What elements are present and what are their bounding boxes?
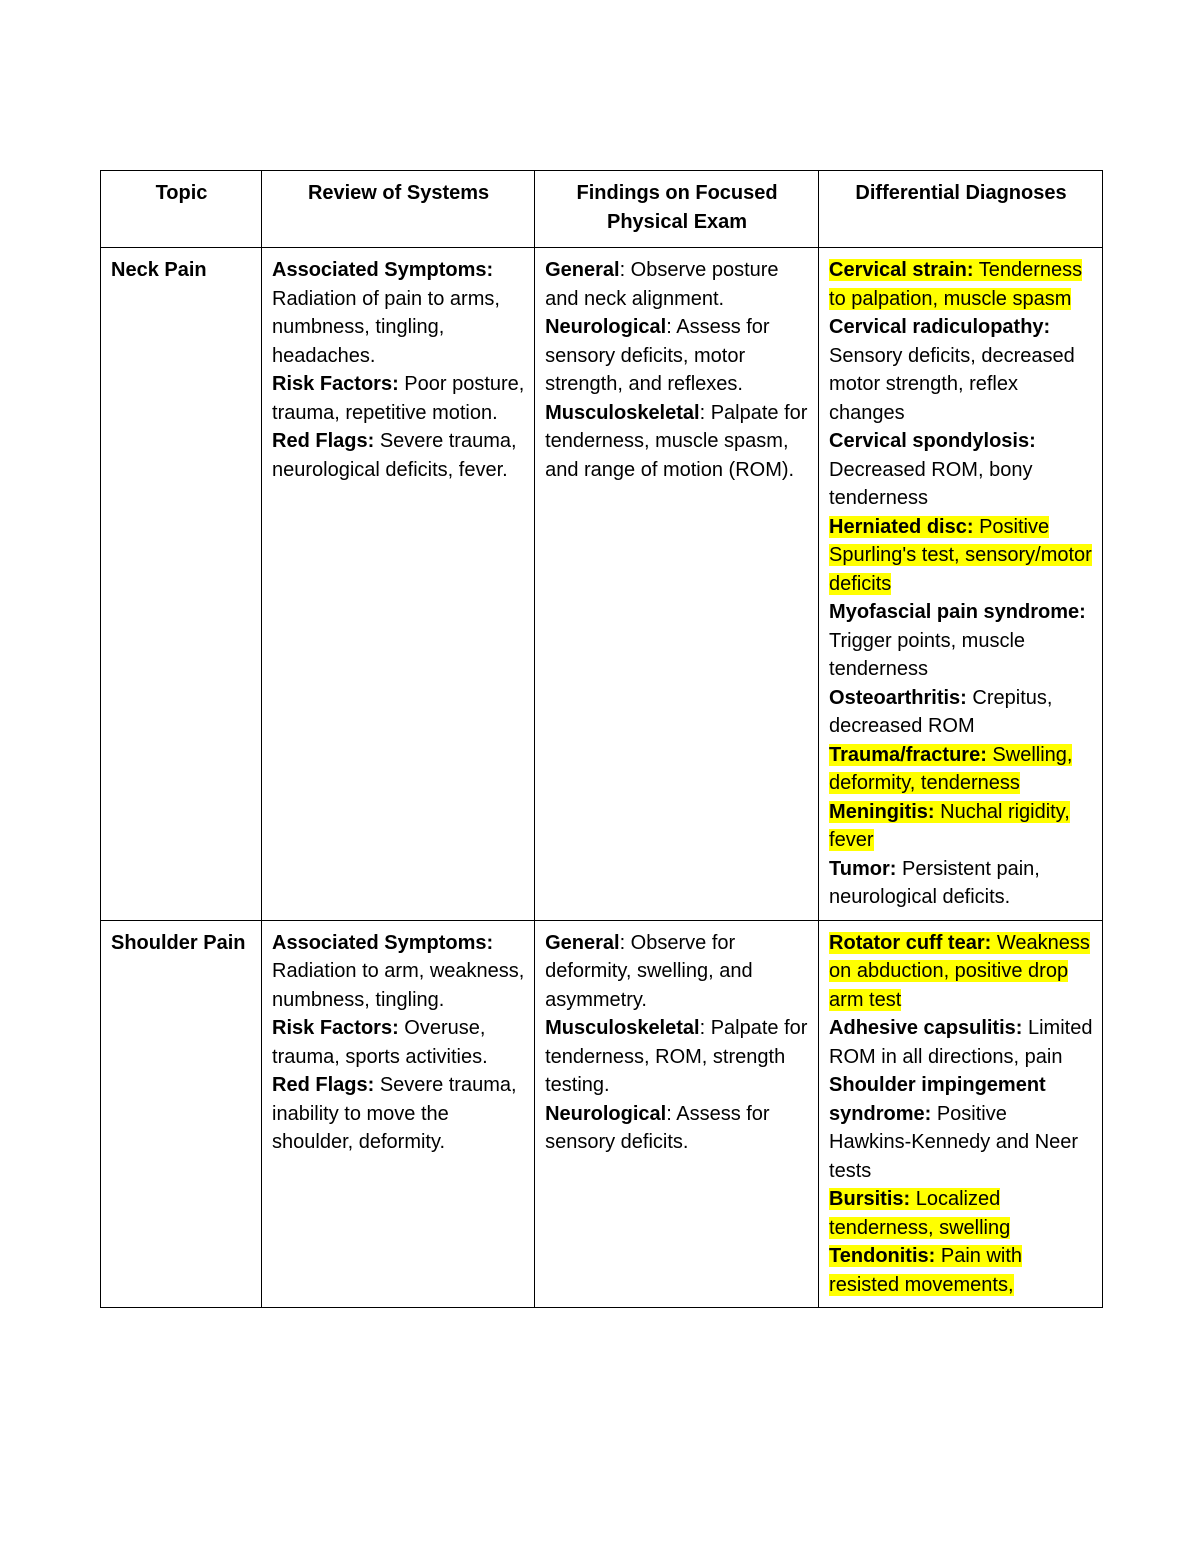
entry-text — [272, 1017, 488, 1068]
highlighted-text — [829, 801, 1070, 852]
entry-text — [829, 316, 1075, 424]
ros-text: Severe trauma, neurological deficits, fever. — [272, 430, 517, 481]
highlighted-text — [829, 1188, 1010, 1239]
exam-entry — [545, 256, 809, 313]
ros-entry — [272, 1071, 525, 1157]
ros-entry — [272, 1014, 525, 1071]
ddx-entry — [829, 313, 1093, 427]
header-row — [101, 171, 1103, 248]
ddx-cell — [819, 248, 1103, 921]
ddx-text: Positive Hawkins-Kennedy and Neer tests — [829, 1102, 1079, 1182]
header-exam: Findings on Focused Physical Exam — [535, 171, 819, 248]
highlighted-text — [829, 744, 1072, 795]
ros-entry — [272, 929, 525, 1015]
header-topic: Topic — [101, 171, 262, 248]
ros-text: Radiation of pain to arms, numbness, tingling, headaches. — [272, 287, 500, 367]
ddx-text: Sensory deficits, decreased motor strength, reflex changes — [829, 344, 1075, 424]
entry-text — [545, 316, 770, 395]
ddx-entry — [829, 855, 1093, 912]
entry-text — [545, 932, 753, 1011]
ddx-entry — [829, 1014, 1093, 1071]
exam-label: General — [545, 259, 620, 281]
ddx-label: Meningitis: — [829, 800, 935, 823]
ddx-text: Positive Spurling's test, sensory/motor deficits — [829, 515, 1092, 595]
ddx-label: Trauma/fracture: — [829, 743, 987, 766]
entry-text — [829, 687, 1052, 738]
exam-text: : Observe for deformity, swelling, and asymmetry. — [545, 931, 753, 1011]
ddx-entry — [829, 1071, 1093, 1185]
ddx-text: Weakness on abduction, positive drop arm test — [829, 931, 1090, 1011]
ddx-entry — [829, 1185, 1093, 1242]
exam-label: Neurological — [545, 1102, 667, 1125]
ros-cell — [262, 248, 535, 921]
ddx-text: Swelling, deformity, tenderness — [829, 743, 1073, 794]
ddx-label: Rotator cuff tear: — [829, 931, 992, 954]
exam-label: Musculoskeletal — [545, 1017, 700, 1039]
ddx-text: Localized tenderness, swelling — [829, 1188, 1011, 1239]
ddx-entry — [829, 1242, 1093, 1299]
ddx-text: Tenderness to palpation, muscle spasm — [829, 259, 1083, 310]
highlighted-text — [829, 516, 1092, 595]
ddx-text: Nuchal rigidity, fever — [829, 800, 1070, 851]
exam-text: : Observe posture and neck alignment. — [545, 259, 779, 310]
exam-text: : Palpate for tenderness, ROM, strength testing. — [545, 1017, 808, 1096]
table-row — [101, 248, 1103, 921]
entry-text — [272, 430, 517, 481]
ros-label: Risk Factors: — [272, 1017, 399, 1039]
ddx-text: Limited ROM in all directions, pain — [829, 1017, 1093, 1068]
ddx-entry — [829, 684, 1093, 741]
exam-label: Neurological — [545, 316, 667, 338]
ros-entry — [272, 427, 525, 484]
ddx-entry — [829, 741, 1093, 798]
exam-entry — [545, 1014, 809, 1100]
ddx-entry — [829, 256, 1093, 313]
ros-label: Risk Factors: — [272, 373, 399, 395]
ros-text: Overuse, trauma, sports activities. — [272, 1017, 488, 1068]
ros-label: Red Flags: — [272, 430, 375, 452]
ros-cell — [262, 920, 535, 1308]
ddx-label: Cervical strain: — [829, 259, 974, 281]
exam-text: : Assess for sensory deficits, motor strength, and reflexes. — [545, 316, 770, 395]
ddx-label: Cervical spondylosis: — [829, 430, 1036, 452]
ddx-text: Persistent pain, neurological deficits. — [829, 857, 1040, 908]
exam-text: : Palpate for tenderness, muscle spasm, and range of motion (ROM). — [545, 401, 808, 481]
ddx-label: Bursitis: — [829, 1188, 911, 1210]
entry-text — [545, 402, 807, 481]
ddx-label: Herniated disc: — [829, 515, 974, 538]
ddx-label: Osteoarthritis: — [829, 686, 967, 709]
ros-text: Poor posture, trauma, repetitive motion. — [272, 373, 525, 424]
clinical-table — [100, 170, 1103, 1308]
exam-cell — [535, 920, 819, 1308]
entry-text — [272, 373, 524, 424]
ddx-entry — [829, 929, 1093, 1015]
ddx-entry — [829, 513, 1093, 599]
entry-text — [829, 601, 1086, 680]
ddx-entry — [829, 427, 1093, 513]
ros-entry — [272, 370, 525, 427]
entry-text — [545, 1103, 770, 1154]
ros-label: Red Flags: — [272, 1074, 375, 1096]
entry-text — [272, 932, 524, 1011]
highlighted-text — [829, 932, 1090, 1011]
highlighted-text — [829, 1245, 1022, 1296]
ddx-text: Crepitus, decreased ROM — [829, 686, 1053, 737]
ddx-cell — [819, 920, 1103, 1308]
exam-text: : Assess for sensory deficits. — [545, 1102, 770, 1153]
ddx-text: Decreased ROM, bony tenderness — [829, 458, 1033, 509]
ddx-text: Pain with resisted movements, — [829, 1245, 1023, 1296]
entry-text — [829, 1074, 1078, 1182]
entry-text — [829, 430, 1036, 509]
entry-text — [272, 1074, 517, 1153]
entry-text — [829, 1017, 1092, 1068]
exam-cell — [535, 248, 819, 921]
exam-entry — [545, 1100, 809, 1157]
ddx-entry — [829, 598, 1093, 684]
exam-entry — [545, 929, 809, 1015]
highlighted-text — [829, 259, 1082, 310]
topic-cell: Neck Pain — [101, 248, 262, 921]
header-ros: Review of Systems — [262, 171, 535, 248]
exam-entry — [545, 399, 809, 485]
entry-text — [545, 259, 778, 310]
topic-cell: Shoulder Pain — [101, 920, 262, 1308]
ddx-label: Tendonitis: — [829, 1245, 936, 1267]
ddx-label: Shoulder impingement syndrome: — [829, 1074, 1046, 1125]
ros-entry — [272, 256, 525, 370]
ddx-label: Adhesive capsulitis: — [829, 1017, 1023, 1039]
table-row — [101, 920, 1103, 1308]
exam-entry — [545, 313, 809, 399]
ddx-text: Trigger points, muscle tenderness — [829, 629, 1026, 680]
entry-text — [545, 1017, 807, 1096]
ros-label: Associated Symptoms: — [272, 259, 494, 281]
ddx-label: Tumor: — [829, 857, 897, 880]
ddx-entry — [829, 798, 1093, 855]
ros-text: Radiation to arm, weakness, numbness, tingling. — [272, 960, 525, 1011]
ros-text: Severe trauma, inability to move the shoulder, deformity. — [272, 1074, 517, 1153]
exam-label: Musculoskeletal — [545, 401, 700, 424]
exam-label: General — [545, 931, 620, 954]
ddx-label: Myofascial pain syndrome: — [829, 601, 1086, 623]
entry-text — [272, 259, 500, 367]
ros-label: Associated Symptoms: — [272, 931, 494, 954]
entry-text — [829, 858, 1040, 909]
header-ddx: Differential Diagnoses — [819, 171, 1103, 248]
ddx-label: Cervical radiculopathy: — [829, 316, 1051, 338]
